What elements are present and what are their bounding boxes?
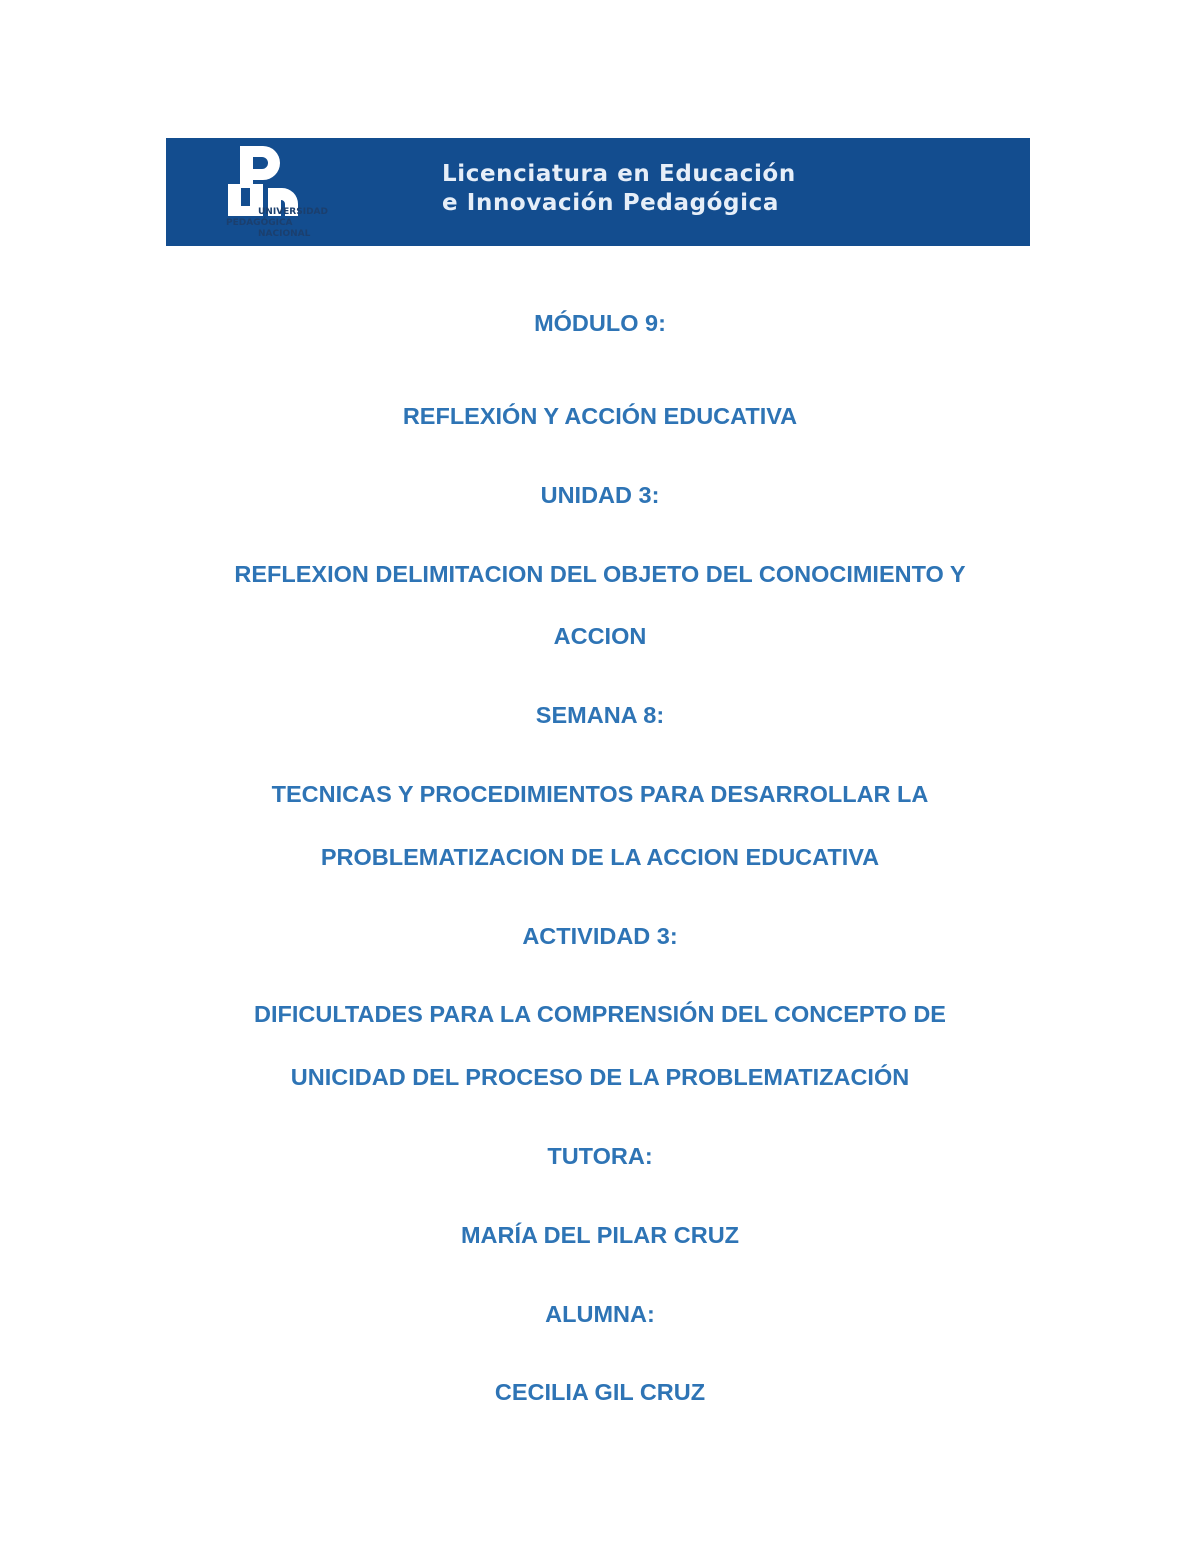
semana-title-line2: PROBLEMATIZACION DE LA ACCION EDUCATIVA <box>320 844 880 870</box>
logo-text-2: PEDAGÓGICA <box>226 218 293 228</box>
alumna-label: ALUMNA: <box>545 1301 655 1327</box>
unidad-title-line1: REFLEXION DELIMITACION DEL OBJETO DEL CONOCIMIENTO Y <box>234 561 966 587</box>
modulo-label: MÓDULO 9: <box>534 310 666 336</box>
actividad-title-line1: DIFICULTADES PARA LA COMPRENSIÓN DEL CONCEPTO DE <box>254 1001 946 1027</box>
logo-text-1: UNIVERSIDAD <box>258 207 328 217</box>
semana-label: SEMANA 8: <box>535 702 665 728</box>
actividad-label: ACTIVIDAD 3: <box>522 923 678 949</box>
semana-title-line1: TECNICAS Y PROCEDIMIENTOS PARA DESARROLLAR LA <box>271 781 929 807</box>
actividad-title-line2: UNICIDAD DEL PROCESO DE LA PROBLEMATIZACIÓN <box>290 1064 910 1090</box>
unidad-title-line2: ACCION <box>553 623 647 649</box>
logo-text-3: NACIONAL <box>258 229 311 239</box>
modulo-title: REFLEXIÓN Y ACCIÓN EDUCATIVA <box>402 403 798 429</box>
unidad-label: UNIDAD 3: <box>540 482 660 508</box>
tutora-label: TUTORA: <box>547 1143 653 1169</box>
alumna-name: CECILIA GIL CRUZ <box>494 1379 706 1405</box>
program-title-line1: Licenciatura en Educación <box>442 161 796 187</box>
program-title-line2: e Innovación Pedagógica <box>442 190 779 216</box>
tutora-name: MARÍA DEL PILAR CRUZ <box>460 1222 740 1248</box>
